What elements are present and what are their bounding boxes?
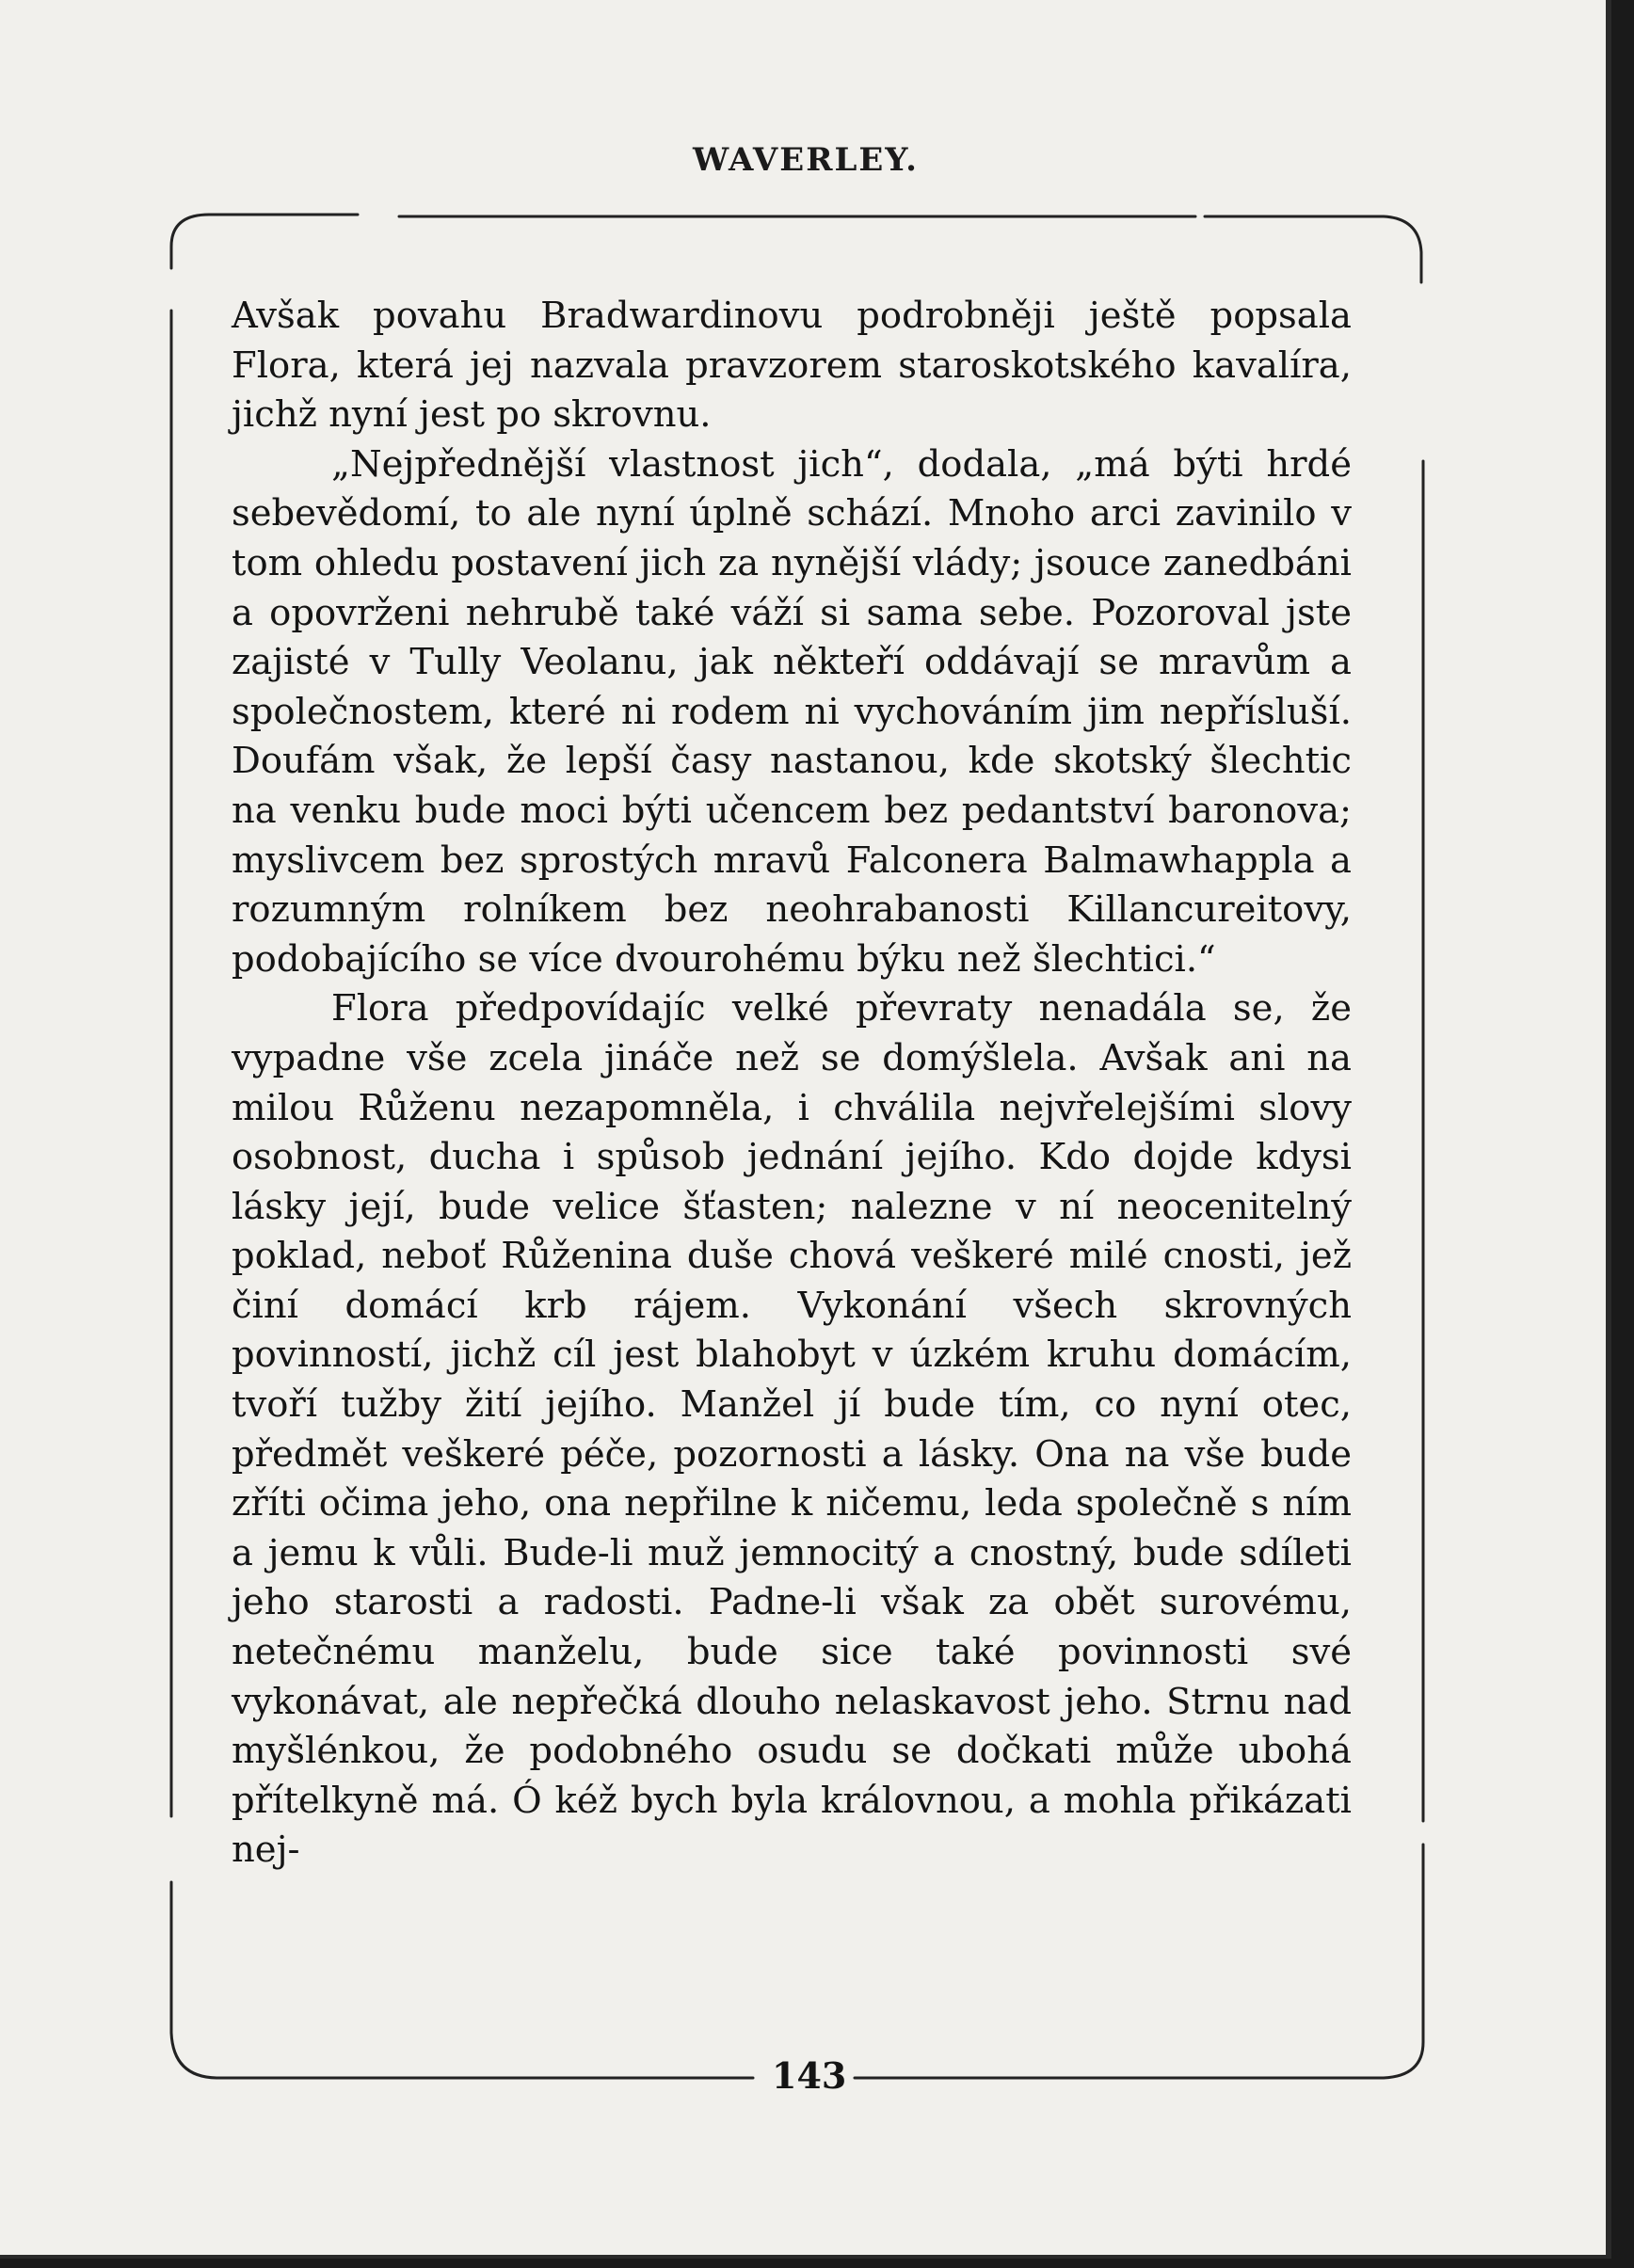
page-number: 143 <box>772 2054 847 2097</box>
body-text <box>232 292 1352 1876</box>
frame-top-right-curve <box>1205 216 1421 282</box>
running-title: WAVERLEY. <box>692 141 919 179</box>
paragraph-1: Avšak povahu Bradwardinovu podrobněji ještě popsala Flora, která jej nazvala pravzorem staroskotského kavalíra, jichž nyní jest po skrovnu. <box>232 295 1352 437</box>
frame-bottom-left-curve <box>171 1882 753 2078</box>
frame-top-left-curve <box>171 215 358 268</box>
frame-bottom-right-curve <box>855 1845 1423 2078</box>
paragraph-2: „Nejpřednější vlastnost jich“, dodala, „má býti hrdé sebevědomí, to ale nyní úplně schází. Mnoho arci zavinilo v tom ohledu postavení jich za nynější vlády; jsouce zanedbáni a opovrženi nehrubě také váží si sama sebe. Pozoroval jste zajisté v Tully Veolanu, jak někteří oddávají se mravům a společnostem, které ni rodem ni vychováním jim nepřísluší. Doufám však, že lepší časy nastanou, kde skotský šlechtic na venku bude moci býti učencem bez pedantství baronova; myslivcem bez sprostých mravů Falconera Balmawhappla a rozumným rolníkem bez neohrabanosti Killancureitovy, podobajícího se více dvourohému býku než šlechtici.“ <box>232 442 1352 981</box>
paragraph-3: Flora předpovídajíc velké převraty nenadála se, že vypadne vše zcela jináče než se domýšlela. Avšak ani na milou Růženu nezapomněla, i chválila nejvřelejšími slovy osobnost, ducha i spůsob jednání jejího. Kdo dojde kdysi lásky její, bude velice šťasten; nalezne v ní neocenitelný poklad, neboť Růženina duše chová veškeré milé cnosti, jež činí domácí krb rájem. Vykonání všech skrovných povinností, jichž cíl jest blahobyt v úzkém kruhu domácím, tvoří tužby žití jejího. Manžel jí bude tím, co nyní otec, předmět veškeré péče, pozornosti a lásky. Ona na vše bude zříti očima jeho, ona nepřilne k ničemu, leda společně s ním a jemu k vůli. Bude-li muž jemnocitý a cnostný, bude sdíleti jeho starosti a radosti. Padne-li však za obět surovému, netečnému manželu, bude sice také povinnosti své vykonávat, ale nepřečká dlouho nelaskavost jeho. Strnu nad myšlénkou, že podobného osudu se dočkati může ubohá přítelkyně má. Ó kéž bych byla královnou, a mohla přikázati nej- <box>232 987 1352 1872</box>
